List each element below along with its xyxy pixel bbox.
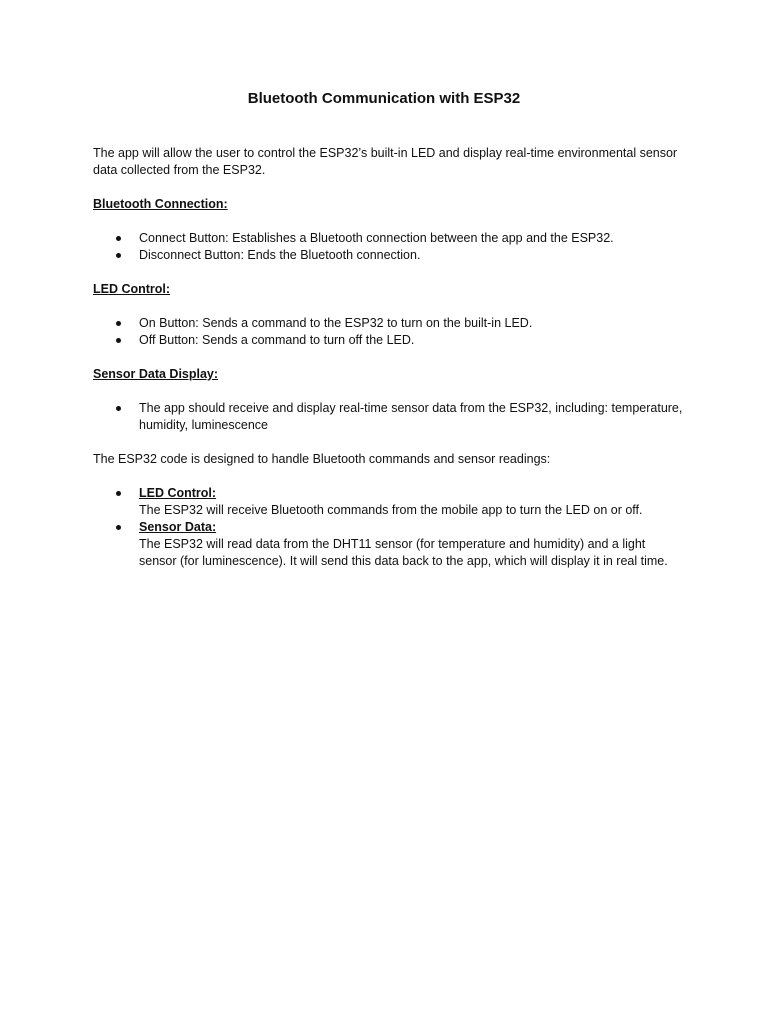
document-page [93, 0, 683, 1024]
bluetooth-connection-list [93, 230, 683, 264]
list-item-text: Connect Button: Establishes a Bluetooth connection between the app and the ESP32. [139, 231, 614, 245]
led-control-list [93, 315, 683, 349]
esp32-item-heading-sensor-data: Sensor Data: [139, 520, 217, 534]
list-item [93, 230, 683, 247]
bullet-icon [116, 253, 121, 258]
bullet-icon [116, 491, 121, 496]
esp32-item-text: The ESP32 will receive Bluetooth commands from the mobile app to turn the LED on or off. [139, 503, 643, 517]
esp32-items-list [93, 485, 683, 570]
bullet-icon [116, 321, 121, 326]
esp32-item-heading-led-control: LED Control: [139, 486, 217, 500]
bullet-icon [116, 525, 121, 530]
section-heading-sensor-data-display: Sensor Data Display: [93, 367, 219, 381]
sensor-data-display-list [93, 400, 683, 434]
bullet-icon [116, 406, 121, 411]
list-item [93, 315, 683, 332]
section-heading-led-control: LED Control: [93, 282, 171, 296]
list-item-text: The app should receive and display real-time sensor data from the ESP32, including: temperature, humidity, luminescence [139, 401, 683, 432]
list-item [93, 485, 683, 519]
list-item [93, 247, 683, 264]
list-item [93, 332, 683, 349]
section-heading-bluetooth-connection: Bluetooth Connection: [93, 197, 228, 211]
bullet-icon [116, 236, 121, 241]
list-item-text: Disconnect Button: Ends the Bluetooth connection. [139, 248, 421, 262]
bullet-icon [116, 338, 121, 343]
list-item [93, 519, 683, 570]
list-item-text: On Button: Sends a command to the ESP32 to turn on the built-in LED. [139, 316, 533, 330]
document-title: Bluetooth Communication with ESP32 [247, 90, 521, 107]
list-item-text: Off Button: Sends a command to turn off the LED. [139, 333, 415, 347]
esp32-item-text: The ESP32 will read data from the DHT11 sensor (for temperature and humidity) and a light sensor (for luminescence). It will send this data back to the app, which will display it in real time. [139, 537, 668, 568]
document-body [93, 145, 683, 587]
esp32-intro-paragraph: The ESP32 code is designed to handle Bluetooth commands and sensor readings: [93, 452, 551, 466]
intro-paragraph: The app will allow the user to control the ESP32’s built-in LED and display real-time environmental sensor data collected from the ESP32. [93, 146, 678, 177]
list-item [93, 400, 683, 434]
